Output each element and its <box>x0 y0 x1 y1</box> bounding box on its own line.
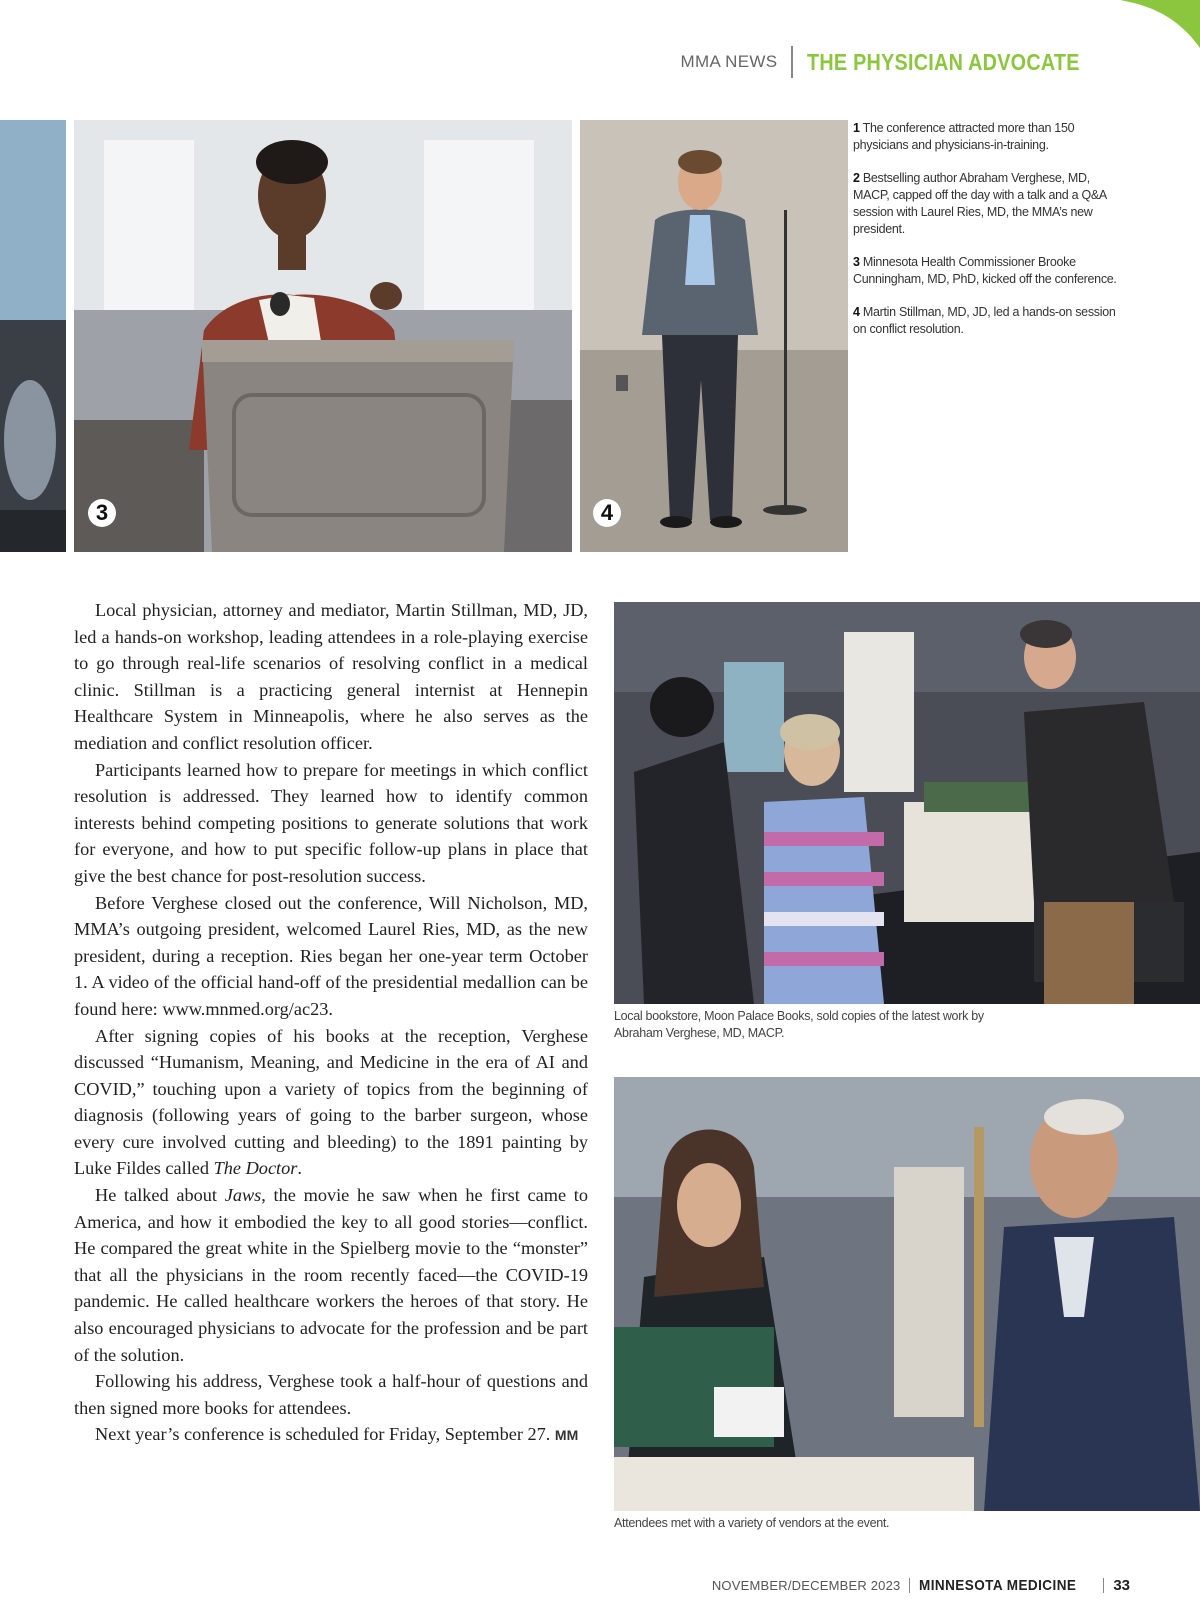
paragraph-1: Local physician, attorney and mediator, Martin Stillman, MD, JD, led a hands-on workshop, leading attendees in a role-playing exercise to go through real-life scenarios of resolving conflict in a medical clinic. Stillman is a practicing general internist at Hennepin Healthcare System in Minneapolis, where he also serves as the mediation and conflict resolution officer. <box>74 600 588 753</box>
paragraph-2: Participants learned how to prepare for meetings in which conflict resolution is addressed. They learned how to identify common interests behind competing positions to generate solutions that work for everyone, and how to put specific follow-up plans in place that give the best chance for post-resolution success. <box>74 759 588 886</box>
photo-bookstore-table <box>614 602 1200 1004</box>
caption-2: 2 Bestselling author Abraham Verghese, MD, MACP, capped off the day with a talk and a Q&A session with Laurel Ries, MD, the MMA’s new president. <box>853 171 1107 236</box>
caption-4: 4 Martin Stillman, MD, JD, led a hands-on session on conflict resolution. <box>853 305 1116 336</box>
page-header <box>681 46 1124 78</box>
paragraph-6: Following his address, Verghese took a half-hour of questions and then signed more books for attendees. <box>74 1371 588 1418</box>
photo-3-number-badge: 3 <box>88 499 116 527</box>
corner-swoosh-decoration <box>1120 0 1200 48</box>
caption-1: 1 The conference attracted more than 150 physicians and physicians-in-training. <box>853 121 1075 152</box>
magazine-name: MINNESOTA MEDICINE <box>919 1577 1077 1594</box>
paragraph-5: He talked about Jaws, the movie he saw when he first came to America, and how it embodied the key to all good stories—conflict. He compared the great white in the Spielberg movie to the “monster” that all the physicians in the room recently faced—the COVID-19 pandemic. He called healthcare workers the heroes of that story. He also encouraged physicians to advocate for the profession and be part of the solution. <box>74 1185 588 1365</box>
paragraph-3: Before Verghese closed out the conference, Will Nicholson, MD, MMA’s outgoing president, welcomed Laurel Ries, MD, as the new president, during a reception. Ries began her one-year term October 1. A video of the official hand-off of the presidential medallion can be found here: www.mnmed.org/ac23. <box>74 892 588 1019</box>
caption-vendors: Attendees met with a variety of vendors at the event. <box>614 1516 890 1530</box>
photo-2-cropped <box>0 120 66 552</box>
caption-bookstore: Local bookstore, Moon Palace Books, sold copies of the latest work by Abraham Verghese, MD, MACP. <box>614 1009 984 1040</box>
photo-captions <box>853 120 1128 354</box>
photo-4-presenter <box>580 120 848 552</box>
paragraph-7: Next year’s conference is scheduled for Friday, September 27. MM <box>95 1424 579 1445</box>
footer-divider-1 <box>909 1578 910 1593</box>
caption-3: 3 Minnesota Health Commissioner Brooke Cunningham, MD, PhD, kicked off the conference. <box>853 255 1117 286</box>
section-label: MMA NEWS <box>680 52 778 71</box>
footer-divider-2 <box>1103 1578 1104 1593</box>
page-footer <box>712 1577 1130 1594</box>
paragraph-4: After signing copies of his books at the reception, Verghese discussed “Humanism, Meaning, and Medicine in the era of AI and COVID,” touching upon a variety of topics from the beginning of diagnosis (following years of going to the barber surgeon, whose every cure involved cutting and bleeding) to the 1891 painting by Luke Fildes called The Doctor. <box>74 1025 588 1179</box>
article-body <box>74 597 588 1449</box>
header-divider <box>791 46 793 78</box>
department-title: THE PHYSICIAN ADVOCATE <box>806 48 1080 75</box>
photo-vendor-table <box>614 1077 1200 1511</box>
photo-4-number-badge: 4 <box>593 499 621 527</box>
page-number: 33 <box>1113 1577 1130 1594</box>
photo-3-commissioner-at-podium <box>74 120 572 552</box>
movie-title: Jaws <box>224 1185 262 1206</box>
issue-date: NOVEMBER/DECEMBER 2023 <box>711 1578 901 1593</box>
end-mark: MM <box>554 1427 579 1444</box>
painting-title: The Doctor <box>213 1158 298 1179</box>
